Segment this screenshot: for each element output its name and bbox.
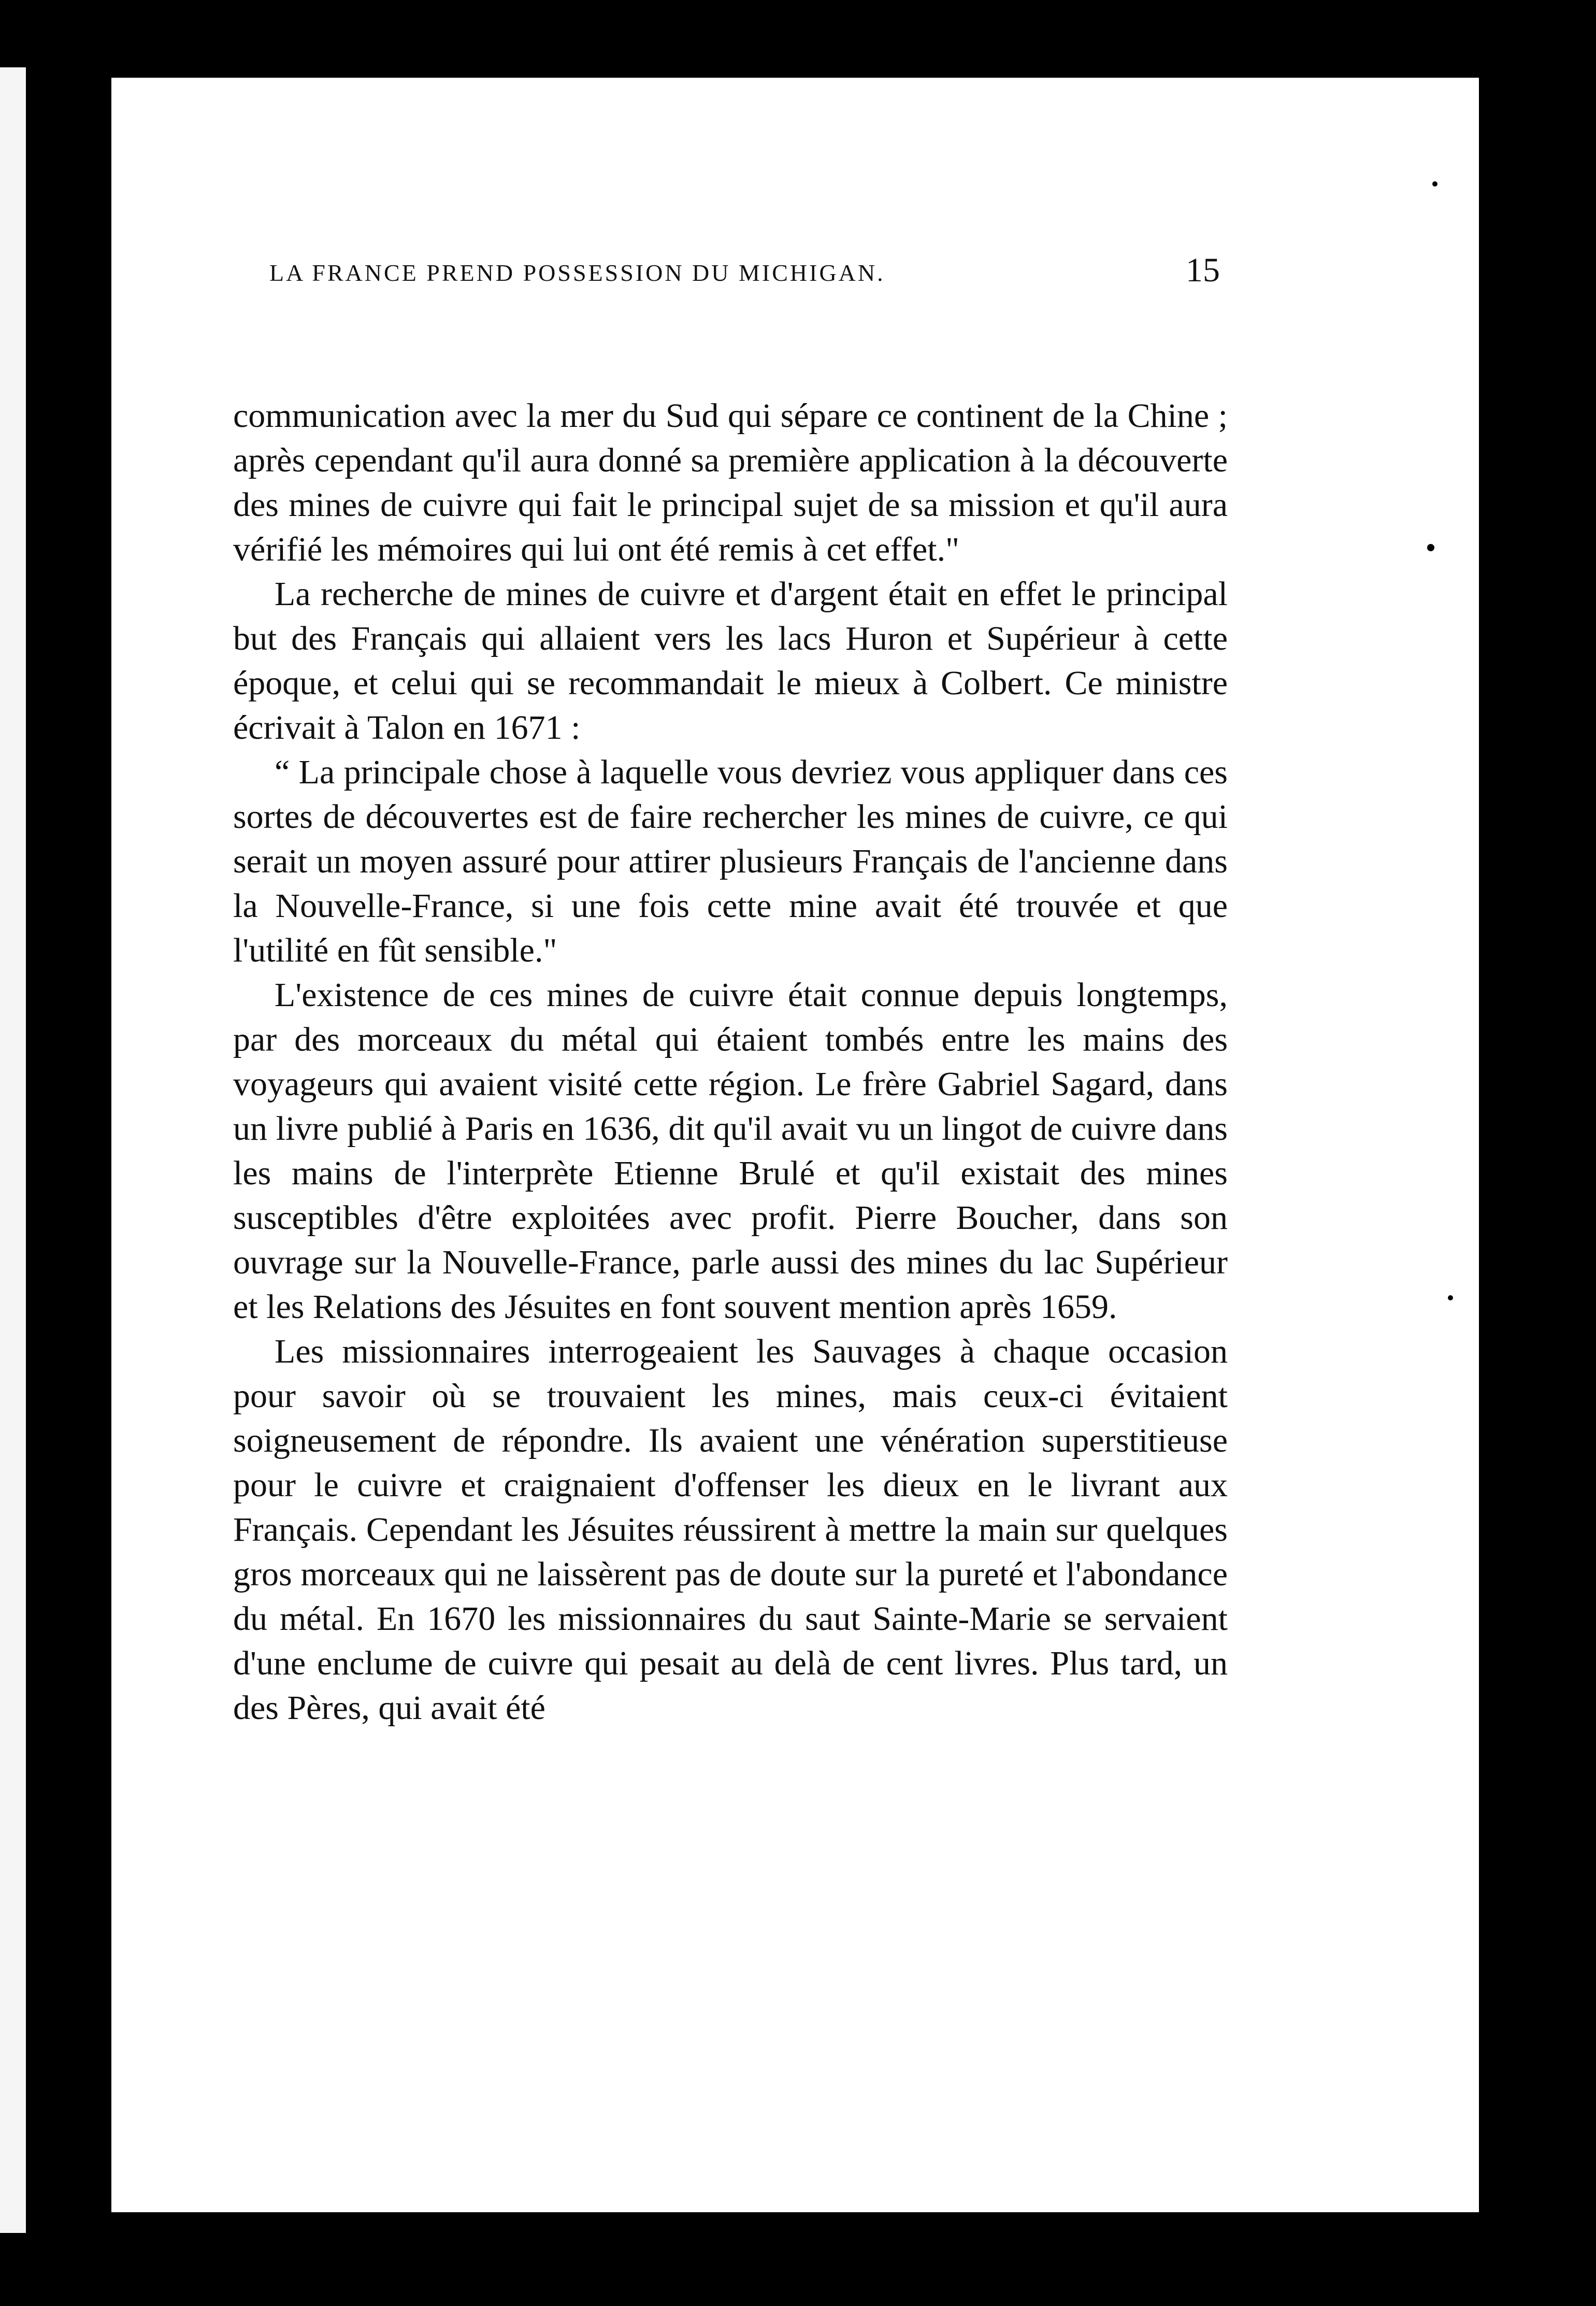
paragraph: Les missionnaires interrogeaient les Sauvages à chaque occasion pour savoir où se trouvaient les mines, mais ceux-ci évitaient soigneusement de répondre. Ils avaient une vénération superstitieuse pour le cuivre et craignaient d'offenser les dieux en le livrant aux Français. Cependant les Jésuites réussirent à mettre la main sur quelques gros morceaux qui ne laissèrent pas de doute sur la pureté et l'abondance du métal. En 1670 les missionnaires du saut Sainte-Marie se servaient d'une enclume de cuivre qui pesait au delà de cent livres. Plus tard, un des Pères, qui avait été <box>233 1333 1228 1727</box>
page-number: 15 <box>1186 251 1220 289</box>
running-head <box>269 238 1220 300</box>
paragraph: La recherche de mines de cuivre et d'argent était en effet le principal but des Français qui allaient vers les lacs Huron et Supérieur à cette époque, et celui qui se recommandait le mieux à Colbert. Ce ministre écrivait à Talon en 1671 : <box>233 575 1228 747</box>
scan-speck <box>1448 1295 1453 1300</box>
scan-speck <box>1432 181 1437 187</box>
scan-speck <box>65 1850 70 1858</box>
body-text <box>233 394 1228 1730</box>
paragraph: communication avec la mer du Sud qui sépare ce continent de la Chine ; après cependant qu'il aura donné sa première application à la découverte des mines de cuivre qui fait le principal sujet de sa mission et qu'il aura vérifié les mémoires qui lui ont été remis à cet effet." <box>233 397 1228 568</box>
paragraph: L'existence de ces mines de cuivre était connue depuis longtemps, par des morceaux du métal qui étaient tombés entre les mains des voyageurs qui avaient visité cette région. Le frère Gabriel Sagard, dans un livre publié à Paris en 1636, dit qu'il avait vu un lingot de cuivre dans les mains de l'interprète Etienne Brulé et qu'il existait des mines susceptibles d'être exploitées avec profit. Pierre Boucher, dans son ouvrage sur la Nouvelle-France, parle aussi des mines du lac Supérieur et les Relations des Jésuites en font souvent mention après 1659. <box>233 976 1228 1326</box>
scan-speck <box>60 736 65 741</box>
quotation-paragraph: “ La principale chose à laquelle vous devriez vous appliquer dans ces sortes de découvertes est de faire rechercher les mines de cuivre, ce qui serait un moyen assuré pour attirer plusieurs Français de l'ancienne dans la Nouvelle-France, si une fois cette mine avait été trouvée et que l'utilité en fût sensible." <box>233 753 1228 969</box>
scan-margin-strip <box>0 67 26 2233</box>
scan-speck <box>1427 544 1434 551</box>
running-title: LA FRANCE PREND POSSESSION DU MICHIGAN. <box>269 260 885 286</box>
